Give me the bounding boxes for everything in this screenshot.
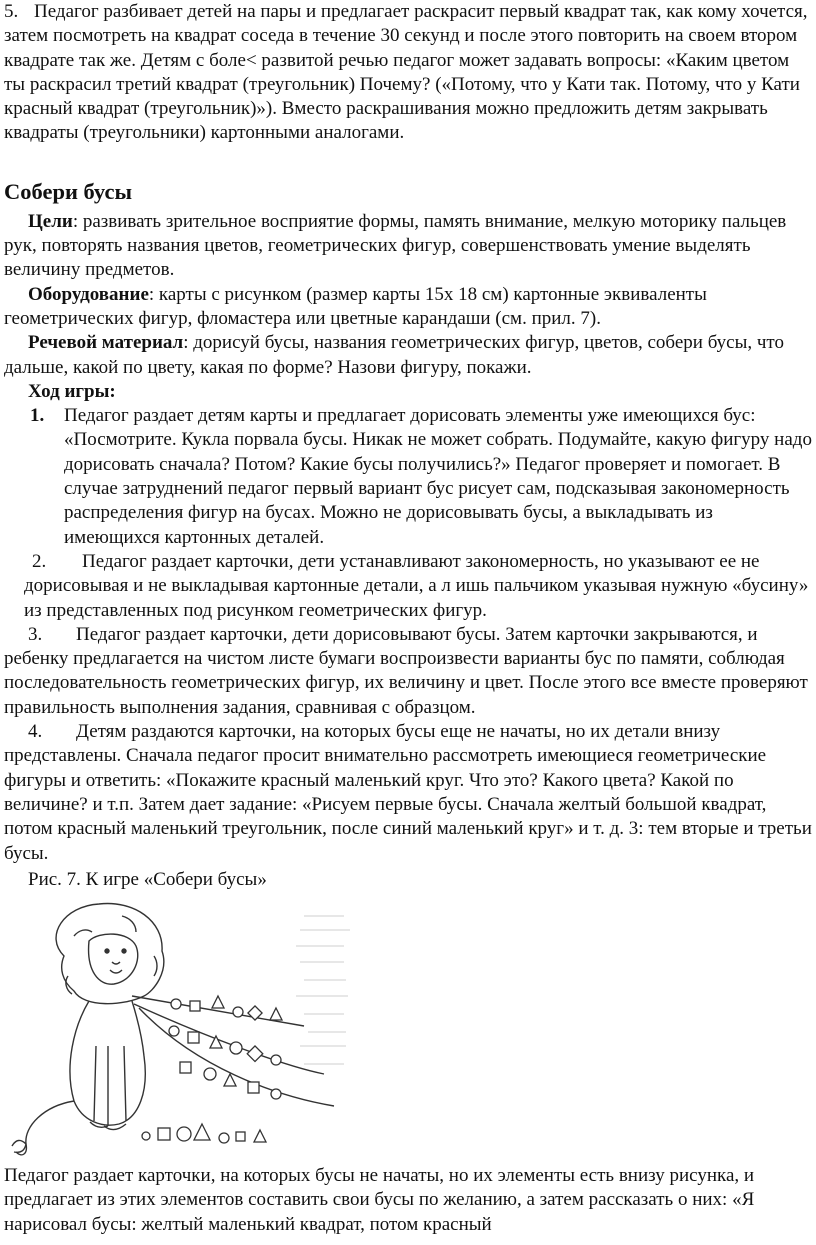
goals-text: : развивать зрительное восприятие формы, память внимание, мелкую моторику пальцев рук, повторять названия цветов, геометрических фигур, совершенствовать умение выделять величину предметов. [4, 210, 787, 281]
step-1-number: 1. [30, 405, 45, 427]
step-4 [4, 720, 812, 866]
goals-label: Цели [28, 210, 73, 232]
step-1-text: Педагог раздает детям карты и предлагает дорисовать элементы уже имеющихся бус: «Посмотрите. Кукла порвала бусы. Никак не может собрать. Подумайте, какую фигуру надо дорисовать сначала? Потом? Какие бусы получились?» Педагог проверяет и помогает. В случае затруднений педагог первый вариант бус рисует сам, подсказывая закономерность распределения фигур на бусах. Можно не дорисовывать бусы, а выкладывать из имеющихся картонных деталей. [64, 405, 812, 548]
equipment-label: Оборудование [28, 283, 149, 305]
figure-caption: Рис. 7. К игре «Собери бусы» [28, 868, 267, 890]
game-heading: Ход игры: [28, 380, 116, 402]
intro-number: 5. [4, 1, 19, 22]
equipment-paragraph [4, 283, 812, 332]
equipment-text: : карты с рисунком (размер карты 15х 18 см) картонные эквиваленты геометрических фигур, фломастера или цветные карандаши (см. прил. 7). [4, 283, 707, 329]
speech-text: : дорисуй бусы, названия геометрических фигур, цветов, собери бусы, что дальше, какой по цвету, какая по форме? Назови фигуру, покажи. [4, 332, 784, 378]
step-4-number: 4. [28, 721, 43, 743]
lion-beads-figure [4, 896, 464, 1158]
intro-paragraph [4, 0, 812, 146]
step-2-number: 2. [32, 550, 47, 572]
intro-text: Педагог разбивает детей на пары и предлагает раскрасит первый квадрат так, как кому хочется, затем посмотреть на квадрат соседа в течение 30 секунд и после этого повторить на своем втором квадрате так же. Детям с боле< развитой речью педагог может задавать вопросы: «Каким цветом ты раскрасил третий квадрат (треугольник) Почему? («Потому, что у Кати так. Потому, что у Кати красный квадрат (треугольник)»). Вместо раскрашивания можно предложить детям закрывать квадраты (треугольники) картонными аналогами. [4, 1, 808, 144]
step-3-number: 3. [28, 623, 43, 645]
step-1 [4, 404, 812, 550]
step-2-text: Педагог раздает карточки, дети устанавливают закономерность, но указывают ее не дорисовывая и не выкладывая картонные детали, а л ишь пальчиком указывая нужную «бусину» из представленных под рисунком геометрических фигур. [24, 550, 809, 621]
section-title: Собери бусы [4, 178, 133, 204]
goals-paragraph [4, 210, 812, 283]
after-figure-paragraph: Педагог раздает карточки, на которых бусы не начаты, но их элементы есть внизу рисунка, и предлагает из этих элементов составить свои бусы по желанию, а затем рассказать о них: «Я нарисовал бусы: желтый маленький квадрат, потом красный [4, 1165, 755, 1235]
speech-label: Речевой материал [28, 332, 184, 354]
step-2 [4, 550, 812, 623]
step-3-text: Педагог раздает карточки, дети дорисовывают бусы. Затем карточки закрываются, и ребенку предлагается на чистом листе бумаги воспроизвести варианты бус по памяти, соблюдая последовательность геометрических фигур, их величину и цвет. После этого все вместе проверяют правильность выполнения задания, сравнивая с образцом. [4, 623, 808, 718]
speech-paragraph [4, 331, 812, 380]
lion-beads-illustration [4, 896, 464, 1158]
step-4-text: Детям раздаются карточки, на которых бусы еще не начаты, но их детали внизу представлены. Сначала педагог просит внимательно рассмотреть имеющиеся геометрические фигуры и ответить: «Покажите красный маленький круг. Что это? Какого цвета? Какой по величине? и т.п. Затем дает задание: «Рисуем первые бусы. Сначала желтый большой квадрат, потом красный маленький треугольник, после синий маленький круг» и т. д. 3: тем вторые и третьи бусы. [4, 721, 812, 864]
step-3 [4, 623, 812, 720]
faded-background-text [296, 916, 350, 1064]
